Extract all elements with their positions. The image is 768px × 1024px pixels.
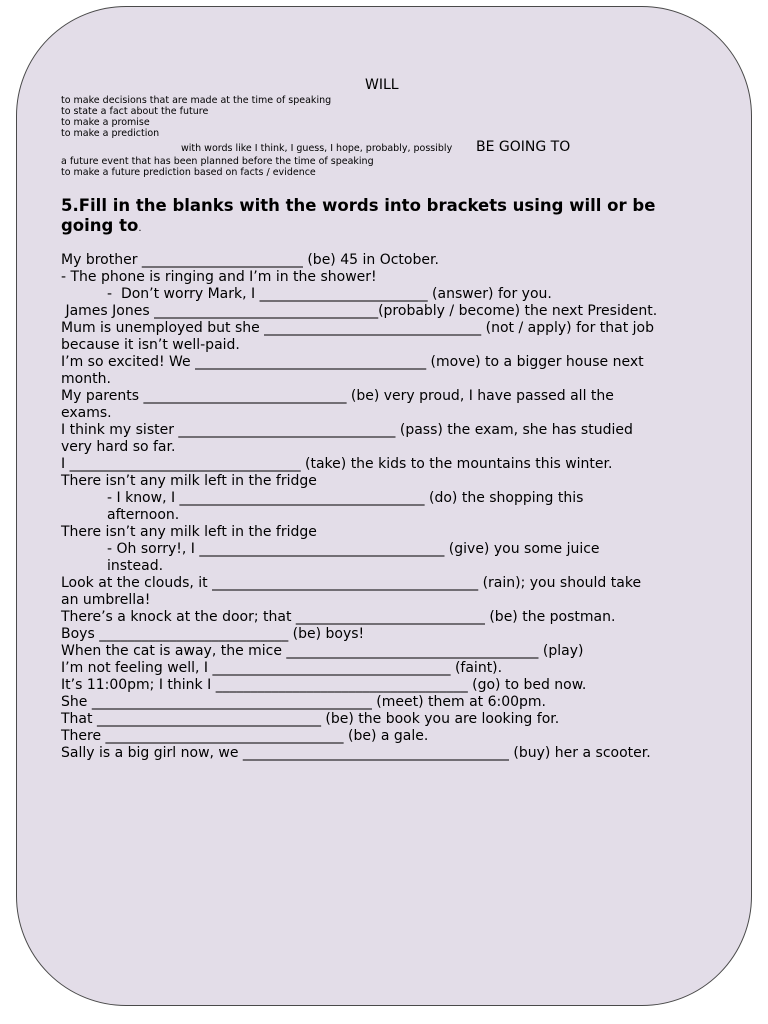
exercise-line: When the cat is away, the mice ____________________________________ (play)	[61, 643, 584, 659]
exercise-line: - I know, I ___________________________________ (do) the shopping this	[107, 490, 584, 506]
exercise-line: Sally is a big girl now, we ______________________________________ (buy) her a scooter.	[61, 745, 651, 761]
exercise-heading-text: 5.Fill in the blanks with the words into brackets using will or be going to	[61, 196, 656, 235]
exercise-heading	[61, 196, 711, 239]
exercise-line: afternoon.	[107, 507, 180, 523]
will-title: WILL	[365, 77, 399, 93]
going-to-use-2: to make a future prediction based on facts / evidence	[61, 167, 316, 178]
exercise-line: There isn’t any milk left in the fridge	[61, 473, 317, 489]
exercise-line: She ________________________________________ (meet) them at 6:00pm.	[61, 694, 546, 710]
exercise-line: - Oh sorry!, I ___________________________________ (give) you some juice	[107, 541, 600, 557]
exercise-line: I’m so excited! We _________________________________ (move) to a bigger house next	[61, 354, 644, 370]
exercise-line: That ________________________________ (be) the book you are looking for.	[61, 711, 560, 727]
exercise-line: I’m not feeling well, I __________________________________ (faint).	[61, 660, 503, 676]
exercise-line: - The phone is ringing and I’m in the shower!	[61, 269, 377, 285]
going-to-use-1: a future event that has been planned before the time of speaking	[61, 156, 374, 167]
going-to-title: BE GOING TO	[476, 139, 571, 155]
exercise-line: It’s 11:00pm; I think I ____________________________________ (go) to bed now.	[61, 677, 587, 693]
exercise-line: exams.	[61, 405, 112, 421]
exercise-line: My parents _____________________________ (be) very proud, I have passed all the	[61, 388, 614, 404]
exercise-line: because it isn’t well-paid.	[61, 337, 240, 353]
will-words-note: with words like I think, I guess, I hope, probably, possibly	[181, 143, 453, 154]
will-use-3: to make a promise	[61, 117, 150, 128]
exercise-line: month.	[61, 371, 111, 387]
exercise-line: There isn’t any milk left in the fridge	[61, 524, 317, 540]
exercise-line: - Don’t worry Mark, I ________________________ (answer) for you.	[107, 286, 552, 302]
exercise-line: Boys ___________________________ (be) boys!	[61, 626, 365, 642]
exercise-line: I _________________________________ (take) the kids to the mountains this winter.	[61, 456, 613, 472]
exercise-line: instead.	[107, 558, 164, 574]
will-use-1: to make decisions that are made at the time of speaking	[61, 95, 332, 106]
exercise-line: James Jones ________________________________(probably / become) the next President.	[61, 303, 658, 319]
will-use-2: to state a fact about the future	[61, 106, 209, 117]
exercise-heading-dot: .	[138, 223, 142, 234]
exercise-lines	[61, 252, 721, 762]
exercise-line: My brother _______________________ (be) 45 in October.	[61, 252, 439, 268]
exercise-line: There __________________________________ (be) a gale.	[61, 728, 429, 744]
exercise-line: Mum is unemployed but she _______________________________ (not / apply) for that job	[61, 320, 654, 336]
exercise-line: very hard so far.	[61, 439, 176, 455]
will-use-4: to make a prediction	[61, 128, 160, 139]
exercise-line: an umbrella!	[61, 592, 151, 608]
exercise-line: There’s a knock at the door; that ___________________________ (be) the postman.	[61, 609, 616, 625]
exercise-line: I think my sister _______________________________ (pass) the exam, she has studied	[61, 422, 633, 438]
exercise-line: Look at the clouds, it ______________________________________ (rain); you should take	[61, 575, 642, 591]
